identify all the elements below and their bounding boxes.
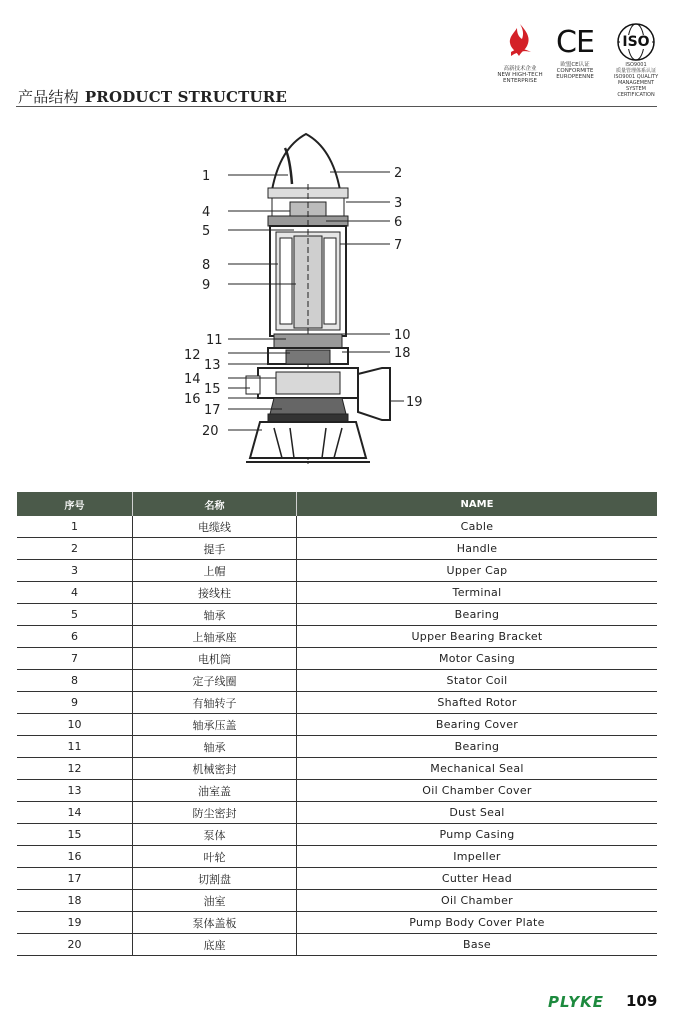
cell-index: 8 [17, 670, 133, 692]
table-row [17, 890, 657, 912]
callout-20: 20 [202, 424, 219, 439]
page-number: 109 [626, 992, 658, 1010]
cell-name-en: Stator Coil [297, 670, 658, 692]
high-tech-caption: 高新技术企业 NEW HIGH-TECH ENTERPRISE [497, 66, 543, 84]
iso-badge [608, 22, 664, 98]
ce-caption: 欧盟CE认证 CONFORMITE EUROPEENNE [556, 62, 594, 80]
cell-name-en: Impeller [297, 846, 658, 868]
cell-name-en: Shafted Rotor [297, 692, 658, 714]
table-row [17, 934, 657, 956]
cell-name-cn: 定子线圈 [133, 670, 297, 692]
cell-name-en: Cutter Head [297, 868, 658, 890]
cell-name-en: Oil Chamber Cover [297, 780, 658, 802]
cell-index: 18 [17, 890, 133, 912]
cell-name-cn: 防尘密封 [133, 802, 297, 824]
callout-10: 10 [394, 328, 411, 343]
cell-name-cn: 泵体 [133, 824, 297, 846]
ce-badge [552, 22, 598, 80]
callout-5: 5 [202, 224, 211, 239]
table-row [17, 648, 657, 670]
cell-name-cn: 轴承压盖 [133, 714, 297, 736]
cell-index: 19 [17, 912, 133, 934]
cell-name-cn: 油室盖 [133, 780, 297, 802]
flame-icon [497, 22, 543, 62]
cell-name-en: Cable [297, 516, 658, 538]
cell-index: 7 [17, 648, 133, 670]
cell-name-cn: 电机筒 [133, 648, 297, 670]
cell-name-cn: 油室 [133, 890, 297, 912]
table-row [17, 538, 657, 560]
cell-name-en: Handle [297, 538, 658, 560]
table-row [17, 846, 657, 868]
cell-name-cn: 有轴转子 [133, 692, 297, 714]
table-header-row [17, 492, 657, 516]
cell-name-cn: 机械密封 [133, 758, 297, 780]
high-tech-enterprise-badge [497, 22, 543, 84]
cell-index: 1 [17, 516, 133, 538]
cell-name-en: Upper Bearing Bracket [297, 626, 658, 648]
cell-name-en: Upper Cap [297, 560, 658, 582]
callout-15: 15 [204, 382, 221, 397]
cell-name-en: Base [297, 934, 658, 956]
cell-index: 3 [17, 560, 133, 582]
callout-12: 12 [184, 348, 201, 363]
callout-18: 18 [394, 346, 411, 361]
cell-name-en: Pump Body Cover Plate [297, 912, 658, 934]
table-row [17, 780, 657, 802]
callout-2: 2 [394, 166, 403, 181]
table-row [17, 692, 657, 714]
cell-name-cn: 泵体盖板 [133, 912, 297, 934]
cell-name-cn: 轴承 [133, 736, 297, 758]
cell-name-en: Motor Casing [297, 648, 658, 670]
cell-index: 15 [17, 824, 133, 846]
cell-name-en: Dust Seal [297, 802, 658, 824]
cell-name-cn: 上帽 [133, 560, 297, 582]
header-name-cn: 名称 [133, 492, 297, 516]
cell-name-cn: 电缆线 [133, 516, 297, 538]
brand-logo: PLYKE [548, 993, 604, 1011]
cell-index: 14 [17, 802, 133, 824]
cell-name-en: Pump Casing [297, 824, 658, 846]
cell-name-cn: 接线柱 [133, 582, 297, 604]
callout-19: 19 [406, 395, 423, 410]
cell-index: 9 [17, 692, 133, 714]
pump-structure-diagram [184, 128, 440, 468]
heading-cn: 产品结构 [18, 88, 79, 106]
table-row [17, 758, 657, 780]
cell-index: 13 [17, 780, 133, 802]
cell-index: 4 [17, 582, 133, 604]
cell-name-en: Bearing Cover [297, 714, 658, 736]
cell-name-cn: 提手 [133, 538, 297, 560]
header-name-en: NAME [297, 492, 658, 516]
callout-14: 14 [184, 372, 201, 387]
cell-index: 6 [17, 626, 133, 648]
iso-caption: ISO9001 质量管理体系认证 ISO9001 QUALITY MANAGEMENT SYSTEM CERTIFICATION [613, 62, 659, 98]
iso-globe-icon [616, 22, 656, 62]
cell-name-en: Mechanical Seal [297, 758, 658, 780]
table-row [17, 802, 657, 824]
heading-divider [16, 106, 657, 107]
cell-name-cn: 轴承 [133, 604, 297, 626]
ce-mark: CE [556, 25, 594, 60]
table-row [17, 868, 657, 890]
table-row [17, 670, 657, 692]
table-row [17, 714, 657, 736]
callout-13: 13 [204, 358, 221, 373]
cell-name-cn: 叶轮 [133, 846, 297, 868]
section-heading [18, 86, 287, 107]
table-row [17, 736, 657, 758]
parts-table [17, 492, 657, 956]
cell-name-cn: 切割盘 [133, 868, 297, 890]
heading-en: PRODUCT STRUCTURE [84, 88, 288, 106]
callout-11: 11 [206, 333, 223, 348]
cell-index: 20 [17, 934, 133, 956]
table-row [17, 560, 657, 582]
iso-mark: ISO [622, 34, 650, 50]
callout-16: 16 [184, 392, 201, 407]
callout-4: 4 [202, 205, 211, 220]
table-row [17, 912, 657, 934]
cell-name-en: Terminal [297, 582, 658, 604]
cell-name-cn: 上轴承座 [133, 626, 297, 648]
cell-index: 11 [17, 736, 133, 758]
cell-index: 10 [17, 714, 133, 736]
callout-8: 8 [202, 258, 211, 273]
cell-name-en: Bearing [297, 604, 658, 626]
cell-name-en: Oil Chamber [297, 890, 658, 912]
callout-17: 17 [204, 403, 221, 418]
cell-index: 17 [17, 868, 133, 890]
cell-index: 16 [17, 846, 133, 868]
table-row [17, 824, 657, 846]
callout-1: 1 [202, 169, 211, 184]
table-row [17, 626, 657, 648]
table-row [17, 516, 657, 538]
cell-index: 12 [17, 758, 133, 780]
table-row [17, 582, 657, 604]
cell-name-en: Bearing [297, 736, 658, 758]
callout-9: 9 [202, 278, 211, 293]
header-index: 序号 [17, 492, 133, 516]
table-row [17, 604, 657, 626]
callout-3: 3 [394, 196, 403, 211]
callout-7: 7 [394, 238, 403, 253]
cell-name-cn: 底座 [133, 934, 297, 956]
cell-index: 2 [17, 538, 133, 560]
parts-table-body [17, 516, 657, 956]
callout-6: 6 [394, 215, 403, 230]
cell-index: 5 [17, 604, 133, 626]
